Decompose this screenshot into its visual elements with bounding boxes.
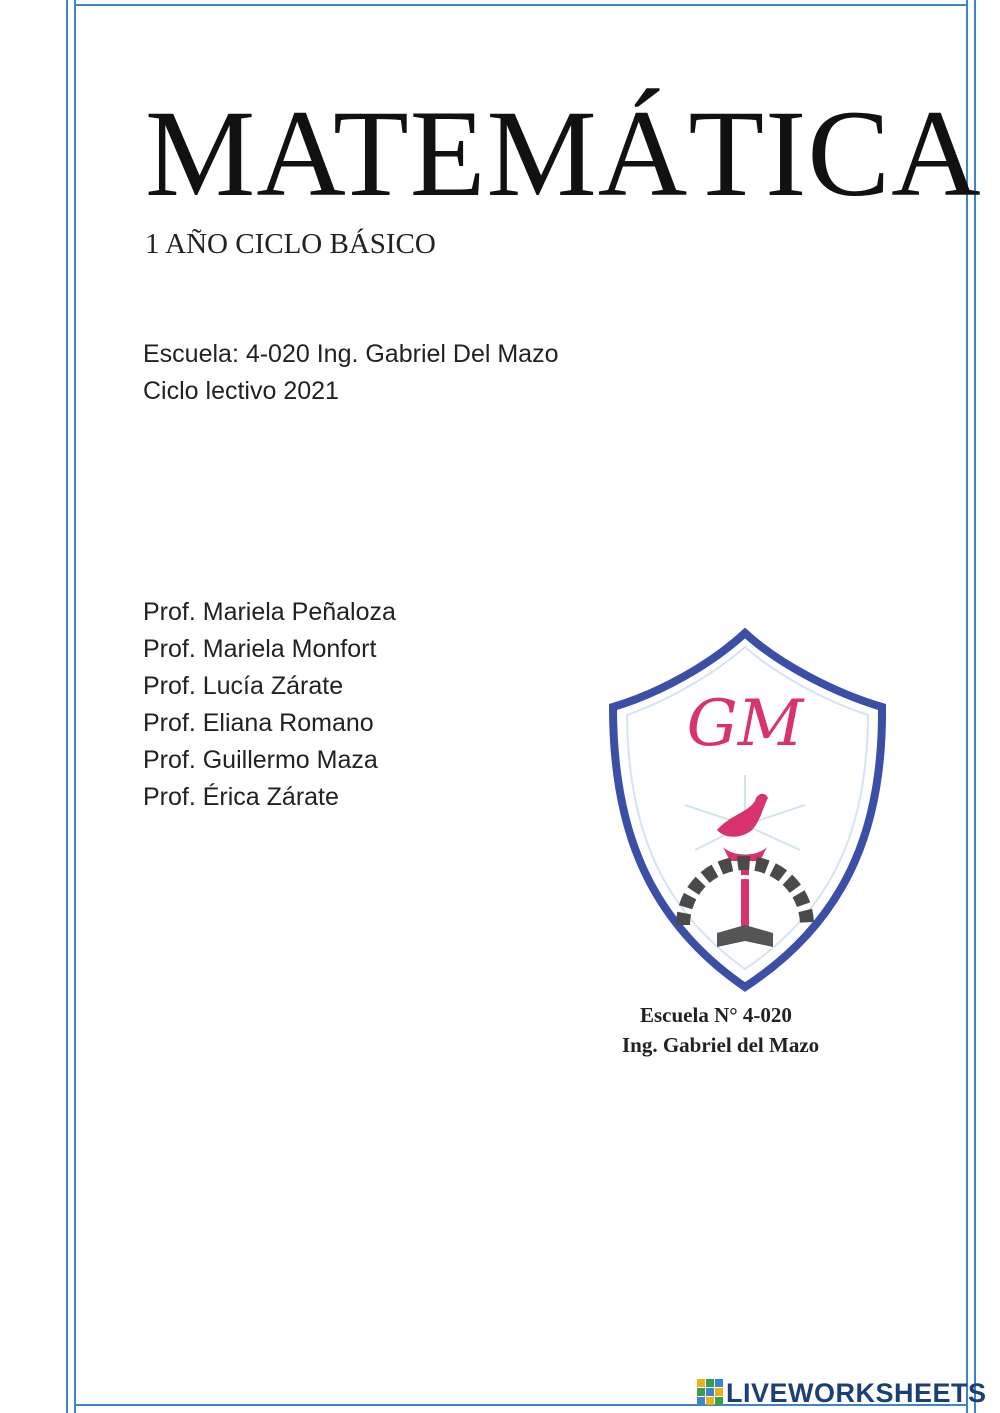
page-title: MATEMÁTICA (145, 85, 982, 222)
school-info (143, 336, 559, 410)
teacher-item: Prof. Érica Zárate (143, 783, 339, 811)
crest-caption-name: Ing. Gabriel del Mazo (622, 1033, 820, 1057)
teacher-item: Prof. Mariela Peñaloza (143, 598, 396, 626)
teacher-item: Prof. Eliana Romano (143, 709, 374, 737)
school-year: Ciclo lectivo 2021 (143, 377, 339, 405)
crest-caption-school: Escuela N° 4-020 (640, 1003, 792, 1027)
frame-top-line (76, 4, 966, 6)
school-name: Escuela: 4-020 Ing. Gabriel Del Mazo (143, 340, 559, 368)
frame-left-outer (66, 0, 68, 1413)
teacher-item: Prof. Lucía Zárate (143, 672, 344, 700)
teacher-item: Prof. Guillermo Maza (143, 746, 378, 774)
teacher-item: Prof. Mariela Monfort (143, 635, 377, 663)
course-subtitle: 1 AÑO CICLO BÁSICO (145, 228, 436, 260)
crest-monogram: GM (686, 687, 804, 761)
liveworksheets-watermark-text: LIVEWORKSHEETS (726, 1377, 987, 1408)
frame-left-inner (74, 0, 76, 1413)
liveworksheets-watermark[interactable] (697, 1378, 987, 1408)
liveworksheets-logo-icon (697, 1379, 723, 1407)
teacher-list (143, 594, 396, 816)
school-crest-logo (605, 625, 890, 995)
crest-caption (600, 1000, 880, 1060)
